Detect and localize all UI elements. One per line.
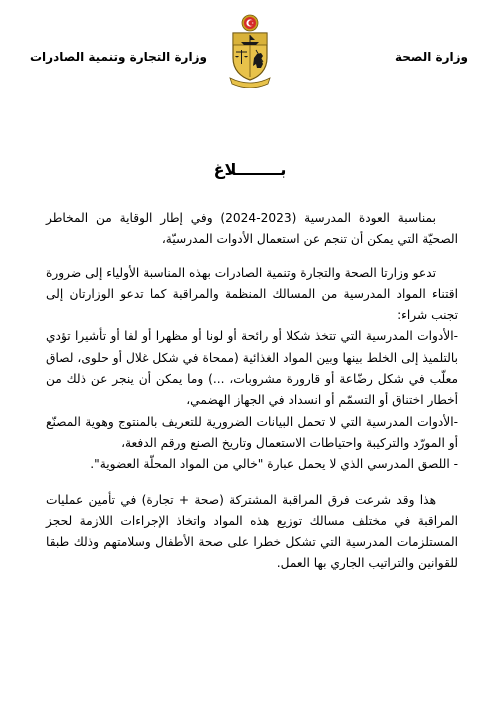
call-paragraph: تدعو وزارتا الصحة والتجارة وتنمية الصادرات بهذه المناسبة الأولياء إلى ضرورة اقتناء المواد المدرسية من المسالك المنظمة والمراقبة كما تدعو الوزارتان إلى تجنب شراء: [46,265,458,323]
notice-title [0,160,500,179]
ministry-health-label: وزارة الصحة [394,50,468,64]
list-item: -الأدوات المدرسية التي لا تحمل البيانات الضرورية للتعريف بالمنتوج وهوية المصنّع أو المورّد والتركيبة واحتياطات الاستعمال وتاريخ الصنع ورقم الدفعة، [46,414,458,450]
closing-paragraph: هذا وقد شرعت فرق المراقبة المشتركة (صحة + تجارة) في تأمين عمليات المراقبة في مختلف مسالك توزيع هذه المواد واتخاذ الإجراءات اللازمة لحجز المستلزمات المدرسية التي تشكل خطرا على صحة الأطفال وسلامتهم وذلك طبقا للقوانين والتراتيب الجاري بها العمل. [46,492,458,571]
list-item: - اللصق المدرسي الذي لا يحمل عبارة "خالي من المواد المحلّة العضوية". [90,457,458,472]
ministry-trade-label: وزارة التجارة وتنمية الصادرات [30,50,207,64]
notice-title-text: بــــــــلاغ [213,160,287,179]
list-item: -الأدوات المدرسية التي تتخذ شكلا أو رائحة أو لونا أو مظهرا أو لفا أو تأشيرا تؤدي بالتلميذ إلى الخلط بينها وبين المواد الغذائية (ممحاة في شكل غلال أو حلوى، لصاق معلّب في شكل رضّاعة أو قارورة مشروبات، ...) وما يمكن أن ينجر عن ذلك من أخطار اختناق أو التسمّم أو انسداد في الجهاز الهضمي، [46,329,458,408]
tunisia-coat-of-arms-icon [227,14,273,88]
notice-body [46,208,458,575]
letterhead [0,0,500,110]
intro-paragraph: بمناسبة العودة المدرسية (2023-2024) وفي إطار الوقاية من المخاطر الصحيّة التي يمكن أن تنجم عن استعمال الأدوات المدرسيّة، [46,211,458,247]
